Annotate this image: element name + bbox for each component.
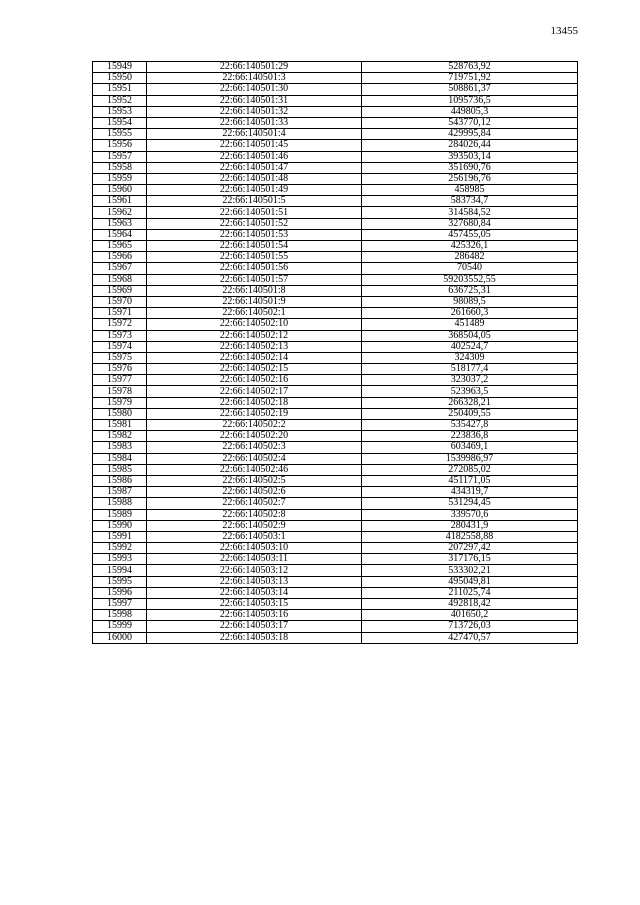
row-number-cell: 15955	[93, 129, 147, 140]
table-row	[93, 252, 578, 263]
table-row	[93, 106, 578, 117]
cadastral-number-cell: 22:66:140501:46	[147, 151, 362, 162]
table-row	[93, 554, 578, 565]
cadastral-value-cell: 518177,4	[362, 364, 578, 375]
row-number-cell: 15951	[93, 84, 147, 95]
table-row	[93, 375, 578, 386]
row-number-cell: 15960	[93, 185, 147, 196]
cadastral-number-cell: 22:66:140501:29	[147, 62, 362, 73]
table-row	[93, 565, 578, 576]
cadastral-value-cell: 508861,37	[362, 84, 578, 95]
table-row	[93, 229, 578, 240]
cadastral-number-cell: 22:66:140502:3	[147, 442, 362, 453]
table-row	[93, 319, 578, 330]
row-number-cell: 16000	[93, 632, 147, 643]
row-number-cell: 15965	[93, 241, 147, 252]
row-number-cell: 15997	[93, 599, 147, 610]
cadastral-number-cell: 22:66:140501:5	[147, 196, 362, 207]
cadastral-value-cell: 324309	[362, 352, 578, 363]
cadastral-value-cell: 449805,3	[362, 106, 578, 117]
row-number-cell: 15954	[93, 117, 147, 128]
cadastral-value-cell: 458985	[362, 185, 578, 196]
row-number-cell: 15979	[93, 397, 147, 408]
cadastral-number-cell: 22:66:140503:17	[147, 621, 362, 632]
cadastral-number-cell: 22:66:140501:45	[147, 140, 362, 151]
cadastral-value-cell: 1539986,97	[362, 453, 578, 464]
cadastral-value-cell: 272085,02	[362, 464, 578, 475]
cadastral-value-cell: 543770,12	[362, 117, 578, 128]
cadastral-number-cell: 22:66:140502:9	[147, 520, 362, 531]
row-number-cell: 15977	[93, 375, 147, 386]
row-number-cell: 15987	[93, 487, 147, 498]
cadastral-number-cell: 22:66:140501:3	[147, 73, 362, 84]
table-row	[93, 62, 578, 73]
cadastral-value-cell: 211025,74	[362, 587, 578, 598]
cadastral-number-cell: 22:66:140502:2	[147, 420, 362, 431]
cadastral-value-cell: 531294,45	[362, 498, 578, 509]
row-number-cell: 15964	[93, 229, 147, 240]
table-row	[93, 274, 578, 285]
row-number-cell: 15972	[93, 319, 147, 330]
cadastral-number-cell: 22:66:140503:13	[147, 576, 362, 587]
row-number-cell: 15994	[93, 565, 147, 576]
table-row	[93, 453, 578, 464]
table-row	[93, 151, 578, 162]
cadastral-value-cell: 603469,1	[362, 442, 578, 453]
row-number-cell: 15957	[93, 151, 147, 162]
cadastral-number-cell: 22:66:140501:33	[147, 117, 362, 128]
row-number-cell: 15991	[93, 531, 147, 542]
cadastral-value-cell: 1095736,5	[362, 95, 578, 106]
cadastral-number-cell: 22:66:140503:1	[147, 531, 362, 542]
table-row	[93, 308, 578, 319]
cadastral-value-cell: 713726,03	[362, 621, 578, 632]
cadastral-value-cell: 284026,44	[362, 140, 578, 151]
table-row	[93, 263, 578, 274]
cadastral-number-cell: 22:66:140503:11	[147, 554, 362, 565]
table-row	[93, 296, 578, 307]
cadastral-value-cell: 314584,52	[362, 207, 578, 218]
cadastral-value-cell: 434319,7	[362, 487, 578, 498]
cadastral-value-cell: 457455,05	[362, 229, 578, 240]
table-row	[93, 632, 578, 643]
cadastral-number-cell: 22:66:140501:56	[147, 263, 362, 274]
cadastral-value-cell: 425326,1	[362, 241, 578, 252]
cadastral-value-cell: 98089,5	[362, 296, 578, 307]
row-number-cell: 15990	[93, 520, 147, 531]
row-number-cell: 15988	[93, 498, 147, 509]
cadastral-value-cell: 427470,57	[362, 632, 578, 643]
row-number-cell: 15982	[93, 431, 147, 442]
cadastral-number-cell: 22:66:140501:53	[147, 229, 362, 240]
cadastral-number-cell: 22:66:140503:18	[147, 632, 362, 643]
table-row	[93, 117, 578, 128]
row-number-cell: 15974	[93, 341, 147, 352]
table-row	[93, 285, 578, 296]
row-number-cell: 15958	[93, 162, 147, 173]
row-number-cell: 15956	[93, 140, 147, 151]
cadastral-number-cell: 22:66:140502:16	[147, 375, 362, 386]
table-row	[93, 173, 578, 184]
cadastral-number-cell: 22:66:140501:31	[147, 95, 362, 106]
row-number-cell: 15996	[93, 587, 147, 598]
row-number-cell: 15989	[93, 509, 147, 520]
row-number-cell: 15984	[93, 453, 147, 464]
cadastral-number-cell: 22:66:140503:16	[147, 610, 362, 621]
cadastral-value-cell: 535427,8	[362, 420, 578, 431]
row-number-cell: 15949	[93, 62, 147, 73]
table-row	[93, 341, 578, 352]
cadastral-number-cell: 22:66:140501:32	[147, 106, 362, 117]
row-number-cell: 15962	[93, 207, 147, 218]
table-row	[93, 587, 578, 598]
cadastral-value-cell: 70540	[362, 263, 578, 274]
cadastral-number-cell: 22:66:140502:15	[147, 364, 362, 375]
table-row	[93, 599, 578, 610]
row-number-cell: 15959	[93, 173, 147, 184]
cadastral-number-cell: 22:66:140501:52	[147, 218, 362, 229]
cadastral-number-cell: 22:66:140501:49	[147, 185, 362, 196]
cadastral-value-cell: 402524,7	[362, 341, 578, 352]
cadastral-value-cell: 719751,92	[362, 73, 578, 84]
row-number-cell: 15969	[93, 285, 147, 296]
row-number-cell: 15976	[93, 364, 147, 375]
cadastral-value-cell: 261660,3	[362, 308, 578, 319]
table-row	[93, 207, 578, 218]
page-number: 13455	[550, 25, 578, 37]
table-row	[93, 487, 578, 498]
table-row	[93, 241, 578, 252]
table-row	[93, 420, 578, 431]
row-number-cell: 15983	[93, 442, 147, 453]
cadastral-value-cell: 207297,42	[362, 543, 578, 554]
row-number-cell: 15993	[93, 554, 147, 565]
cadastral-value-cell: 323037,2	[362, 375, 578, 386]
cadastral-value-cell: 451171,05	[362, 475, 578, 486]
row-number-cell: 15973	[93, 330, 147, 341]
table-row	[93, 543, 578, 554]
cadastral-value-cell: 528763,92	[362, 62, 578, 73]
row-number-cell: 15981	[93, 420, 147, 431]
row-number-cell: 15967	[93, 263, 147, 274]
row-number-cell: 15950	[93, 73, 147, 84]
cadastral-number-cell: 22:66:140503:14	[147, 587, 362, 598]
cadastral-value-cell: 368504,05	[362, 330, 578, 341]
table-row	[93, 140, 578, 151]
cadastral-number-cell: 22:66:140502:1	[147, 308, 362, 319]
row-number-cell: 15953	[93, 106, 147, 117]
row-number-cell: 15995	[93, 576, 147, 587]
table-body	[93, 62, 578, 644]
cadastral-number-cell: 22:66:140501:51	[147, 207, 362, 218]
cadastral-value-cell: 339570,6	[362, 509, 578, 520]
cadastral-value-cell: 393503,14	[362, 151, 578, 162]
cadastral-number-cell: 22:66:140503:12	[147, 565, 362, 576]
cadastral-number-cell: 22:66:140501:9	[147, 296, 362, 307]
cadastral-number-cell: 22:66:140502:6	[147, 487, 362, 498]
cadastral-value-cell: 266328,21	[362, 397, 578, 408]
cadastral-value-cell: 317176,15	[362, 554, 578, 565]
cadastral-number-cell: 22:66:140502:7	[147, 498, 362, 509]
cadastral-value-cell: 351690,76	[362, 162, 578, 173]
row-number-cell: 15992	[93, 543, 147, 554]
cadastral-value-cell: 401650,2	[362, 610, 578, 621]
cadastral-number-cell: 22:66:140501:54	[147, 241, 362, 252]
table-row	[93, 330, 578, 341]
table-row	[93, 73, 578, 84]
cadastral-number-cell: 22:66:140501:55	[147, 252, 362, 263]
cadastral-number-cell: 22:66:140502:13	[147, 341, 362, 352]
table-row	[93, 352, 578, 363]
table-row	[93, 509, 578, 520]
row-number-cell: 15985	[93, 464, 147, 475]
cadastral-value-cell: 4182558,88	[362, 531, 578, 542]
table-row	[93, 475, 578, 486]
table-row	[93, 218, 578, 229]
table-row	[93, 397, 578, 408]
cadastral-number-cell: 22:66:140502:20	[147, 431, 362, 442]
cadastral-number-cell: 22:66:140501:30	[147, 84, 362, 95]
table-row	[93, 185, 578, 196]
row-number-cell: 15971	[93, 308, 147, 319]
cadastral-value-cell: 533302,21	[362, 565, 578, 576]
cadastral-number-cell: 22:66:140501:4	[147, 129, 362, 140]
row-number-cell: 15952	[93, 95, 147, 106]
row-number-cell: 15970	[93, 296, 147, 307]
row-number-cell: 15968	[93, 274, 147, 285]
table-row	[93, 196, 578, 207]
cadastral-value-cell: 492818,42	[362, 599, 578, 610]
row-number-cell: 15986	[93, 475, 147, 486]
table-row	[93, 84, 578, 95]
cadastral-value-cell: 256196,76	[362, 173, 578, 184]
cadastral-value-cell: 495049,81	[362, 576, 578, 587]
table-row	[93, 576, 578, 587]
cadastral-value-cell: 451489	[362, 319, 578, 330]
cadastral-number-cell: 22:66:140501:8	[147, 285, 362, 296]
cadastral-number-cell: 22:66:140503:10	[147, 543, 362, 554]
row-number-cell: 15975	[93, 352, 147, 363]
row-number-cell: 15998	[93, 610, 147, 621]
table-row	[93, 408, 578, 419]
row-number-cell: 15978	[93, 386, 147, 397]
table-row	[93, 464, 578, 475]
cadastral-number-cell: 22:66:140503:15	[147, 599, 362, 610]
cadastral-value-cell: 636725,31	[362, 285, 578, 296]
cadastral-value-cell: 583734,7	[362, 196, 578, 207]
cadastral-value-cell: 429995,84	[362, 129, 578, 140]
cadastral-value-cell: 250409,55	[362, 408, 578, 419]
cadastral-number-cell: 22:66:140502:18	[147, 397, 362, 408]
row-number-cell: 15966	[93, 252, 147, 263]
cadastral-value-cell: 523963,5	[362, 386, 578, 397]
table-row	[93, 364, 578, 375]
row-number-cell: 15980	[93, 408, 147, 419]
table-row	[93, 129, 578, 140]
table-row	[93, 531, 578, 542]
cadastral-value-cell: 280431,9	[362, 520, 578, 531]
cadastral-value-table	[92, 61, 578, 644]
cadastral-value-cell: 286482	[362, 252, 578, 263]
cadastral-number-cell: 22:66:140502:46	[147, 464, 362, 475]
cadastral-number-cell: 22:66:140502:12	[147, 330, 362, 341]
row-number-cell: 15963	[93, 218, 147, 229]
cadastral-value-cell: 327680,84	[362, 218, 578, 229]
table-row	[93, 95, 578, 106]
cadastral-number-cell: 22:66:140502:5	[147, 475, 362, 486]
table-row	[93, 386, 578, 397]
cadastral-number-cell: 22:66:140501:48	[147, 173, 362, 184]
cadastral-number-cell: 22:66:140502:4	[147, 453, 362, 464]
cadastral-number-cell: 22:66:140502:10	[147, 319, 362, 330]
cadastral-number-cell: 22:66:140502:17	[147, 386, 362, 397]
table-row	[93, 442, 578, 453]
table-row	[93, 610, 578, 621]
table-row	[93, 520, 578, 531]
cadastral-value-cell: 59203552,55	[362, 274, 578, 285]
row-number-cell: 15961	[93, 196, 147, 207]
cadastral-value-cell: 223836,8	[362, 431, 578, 442]
cadastral-number-cell: 22:66:140502:8	[147, 509, 362, 520]
table-row	[93, 162, 578, 173]
cadastral-number-cell: 22:66:140501:57	[147, 274, 362, 285]
row-number-cell: 15999	[93, 621, 147, 632]
table-row	[93, 498, 578, 509]
table-row	[93, 621, 578, 632]
cadastral-number-cell: 22:66:140502:14	[147, 352, 362, 363]
cadastral-number-cell: 22:66:140501:47	[147, 162, 362, 173]
cadastral-number-cell: 22:66:140502:19	[147, 408, 362, 419]
table-row	[93, 431, 578, 442]
